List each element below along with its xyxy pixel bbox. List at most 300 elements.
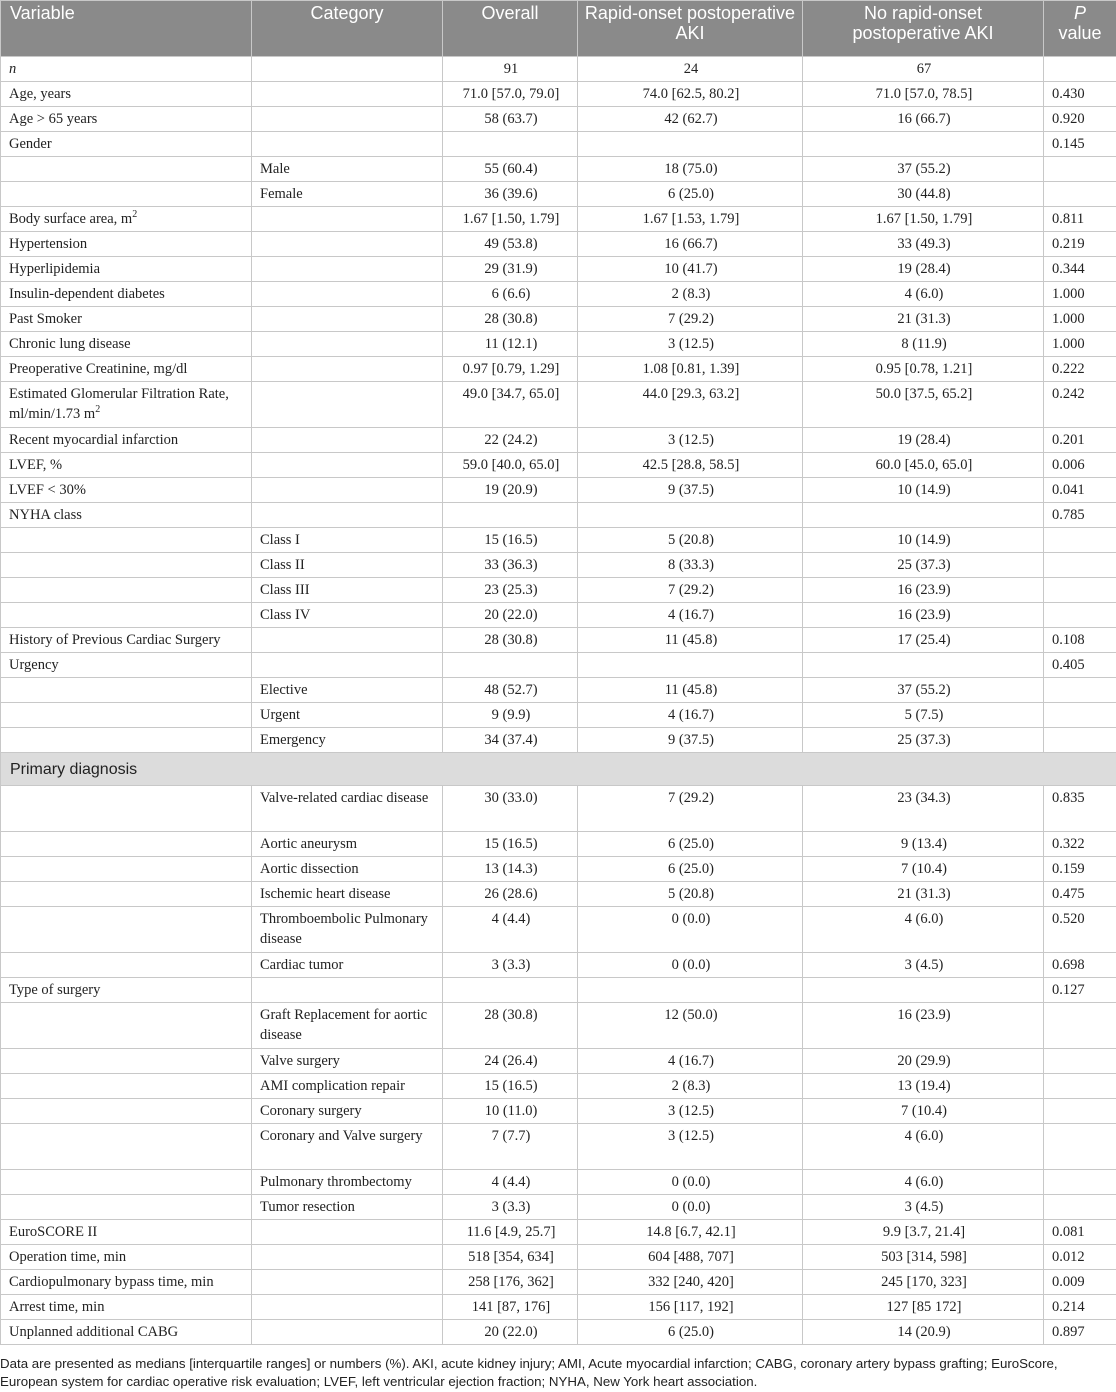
no-rapid-onset-cell-text: 16 (66.7): [897, 111, 951, 127]
rapid-onset-cell-text: 2 (8.3): [671, 286, 711, 302]
no-rapid-onset-cell: [803, 1220, 1044, 1245]
table-row: [1, 1270, 1116, 1295]
p-value-cell: [1044, 882, 1116, 907]
p-value-cell: [1044, 428, 1116, 453]
no-rapid-onset-cell: [803, 332, 1044, 357]
overall-cell-text: 258 [176, 362]: [468, 1274, 554, 1290]
p-value-cell: [1044, 1270, 1116, 1295]
p-value-cell: [1044, 232, 1116, 257]
no-rapid-onset-cell-text: 13 (19.4): [897, 1078, 951, 1094]
no-rapid-onset-cell-text: 503 [314, 598]: [881, 1249, 967, 1265]
p-value-cell-text: 0.698: [1052, 957, 1085, 973]
table-row: [1, 157, 1116, 182]
rapid-onset-cell-text: 3 (12.5): [668, 1103, 714, 1119]
rapid-onset-cell-text: 7 (29.2): [668, 790, 714, 806]
no-rapid-onset-cell: [803, 107, 1044, 132]
no-rapid-onset-cell-text: 37 (55.2): [897, 161, 951, 177]
table-row: [1, 1099, 1116, 1124]
p-value-cell: [1044, 653, 1116, 678]
p-value-cell-text: 0.430: [1052, 86, 1085, 102]
overall-cell: [443, 107, 578, 132]
p-value-cell-text: 1.000: [1052, 336, 1085, 352]
overall-cell-text: 71.0 [57.0, 79.0]: [462, 86, 560, 102]
table-row: [1, 503, 1116, 528]
no-rapid-onset-cell-text: 21 (31.3): [897, 311, 951, 327]
table-row: [1, 1003, 1116, 1049]
overall-cell-text: 10 (11.0): [484, 1103, 538, 1119]
rapid-onset-cell-text: 10 (41.7): [664, 261, 718, 277]
rapid-onset-cell: [578, 832, 803, 857]
overall-cell-text: 28 (30.8): [484, 311, 538, 327]
variable-cell-text: Arrest time, min: [9, 1299, 105, 1315]
category-cell: [252, 1195, 443, 1220]
variable-cell: [1, 453, 252, 478]
overall-cell: [443, 857, 578, 882]
no-rapid-onset-cell: [803, 703, 1044, 728]
category-cell-text: Thromboembolic Pulmonary disease: [260, 911, 428, 947]
overall-cell: [443, 678, 578, 703]
category-cell: [252, 1074, 443, 1099]
category-cell-text: Aortic dissection: [260, 861, 359, 877]
no-rapid-onset-cell: [803, 453, 1044, 478]
overall-cell: [443, 1049, 578, 1074]
rapid-onset-cell-text: 3 (12.5): [668, 432, 714, 448]
table-row: [1, 978, 1116, 1003]
category-cell-text: Aortic aneurysm: [260, 836, 358, 852]
overall-cell-text: 26 (28.6): [484, 886, 538, 902]
variable-cell: [1, 578, 252, 603]
p-value-cell: [1044, 1195, 1116, 1220]
rapid-onset-cell: [578, 257, 803, 282]
rapid-onset-cell-text: 16 (66.7): [664, 236, 718, 252]
table-row: [1, 1220, 1116, 1245]
no-rapid-onset-cell-text: 16 (23.9): [897, 582, 951, 598]
table-row: [1, 232, 1116, 257]
rapid-onset-cell: [578, 953, 803, 978]
overall-cell-text: 4 (4.4): [491, 911, 531, 927]
no-rapid-onset-cell-text: 7 (10.4): [901, 1103, 947, 1119]
overall-cell-text: 33 (36.3): [484, 557, 538, 573]
variable-cell: [1, 1220, 252, 1245]
variable-cell-text: Hypertension: [9, 236, 88, 252]
overall-cell: [443, 907, 578, 953]
header-p-value: [1044, 1, 1116, 57]
overall-cell: [443, 282, 578, 307]
rapid-onset-cell: [578, 332, 803, 357]
p-value-cell: [1044, 503, 1116, 528]
table-row: [1, 1049, 1116, 1074]
rapid-onset-cell: [578, 57, 803, 82]
category-cell-text: Tumor resection: [260, 1199, 355, 1215]
p-value-cell: [1044, 553, 1116, 578]
variable-cell-text: LVEF, %: [9, 457, 63, 473]
category-cell-text: Emergency: [260, 732, 326, 748]
no-rapid-onset-cell: [803, 307, 1044, 332]
category-cell: [252, 1099, 443, 1124]
rapid-onset-cell-text: 0 (0.0): [671, 911, 711, 927]
no-rapid-onset-cell-text: 3 (4.5): [904, 957, 944, 973]
rapid-onset-cell: [578, 1170, 803, 1195]
section-title: Primary diagnosis: [1, 753, 1116, 786]
overall-cell: [443, 182, 578, 207]
variable-cell-text: Chronic lung disease: [9, 336, 131, 352]
overall-cell: [443, 653, 578, 678]
category-cell: [252, 453, 443, 478]
variable-cell: [1, 357, 252, 382]
category-cell: [252, 553, 443, 578]
variable-cell-text: Urgency: [9, 657, 59, 673]
rapid-onset-cell: [578, 1320, 803, 1345]
category-cell: [252, 428, 443, 453]
variable-cell: [1, 182, 252, 207]
p-value-cell: [1044, 1170, 1116, 1195]
p-value-cell-text: 0.897: [1052, 1324, 1085, 1340]
rapid-onset-cell: [578, 357, 803, 382]
p-value-cell: [1044, 578, 1116, 603]
p-value-cell: [1044, 453, 1116, 478]
rapid-onset-cell-text: 4 (16.7): [668, 1053, 714, 1069]
p-value-cell-text: 0.344: [1052, 261, 1085, 277]
rapid-onset-cell: [578, 1195, 803, 1220]
variable-cell-text: Age > 65 years: [9, 111, 98, 127]
rapid-onset-cell: [578, 703, 803, 728]
variable-cell-text: Hyperlipidemia: [9, 261, 101, 277]
table-row: [1, 357, 1116, 382]
table-row: [1, 478, 1116, 503]
rapid-onset-cell: [578, 1003, 803, 1049]
overall-cell: [443, 882, 578, 907]
no-rapid-onset-cell: [803, 553, 1044, 578]
overall-cell-text: 6 (6.6): [491, 286, 531, 302]
no-rapid-onset-cell: [803, 1099, 1044, 1124]
p-value-cell-text: 0.159: [1052, 861, 1085, 877]
overall-cell-text: 28 (30.8): [484, 632, 538, 648]
rapid-onset-cell: [578, 978, 803, 1003]
table-row: [1, 786, 1116, 832]
variable-cell: [1, 1124, 252, 1170]
p-value-cell-text: 0.811: [1052, 211, 1085, 227]
overall-cell-text: 23 (25.3): [484, 582, 538, 598]
table-row: [1, 653, 1116, 678]
p-value-cell: [1044, 157, 1116, 182]
p-value-cell: [1044, 857, 1116, 882]
variable-cell-text: Age, years: [9, 86, 72, 102]
rapid-onset-cell: [578, 603, 803, 628]
no-rapid-onset-cell: [803, 57, 1044, 82]
overall-cell-text: 9 (9.9): [491, 707, 531, 723]
no-rapid-onset-cell-text: 1.67 [1.50, 1.79]: [875, 211, 973, 227]
p-value-cell: [1044, 628, 1116, 653]
variable-cell: [1, 1245, 252, 1270]
variable-cell-text: NYHA class: [9, 507, 82, 523]
p-value-cell-text: 0.145: [1052, 136, 1085, 152]
rapid-onset-cell-text: 1.08 [0.81, 1.39]: [642, 361, 740, 377]
table-footnote: Data are presented as medians [interquartile ranges] or numbers (%). AKI, acute kidney injury; AMI, Acute myocardial infarction; CABG, coronary artery bypass grafting; EuroScore, European system for cardiac operative risk evaluation; LVEF, left ventricular ejection fraction; NYHA, New York heart association.: [0, 1356, 1058, 1389]
rapid-onset-cell: [578, 1295, 803, 1320]
rapid-onset-cell: [578, 653, 803, 678]
rapid-onset-cell: [578, 232, 803, 257]
category-cell: [252, 786, 443, 832]
no-rapid-onset-cell-text: 33 (49.3): [897, 236, 951, 252]
p-value-cell: [1044, 107, 1116, 132]
category-cell: [252, 603, 443, 628]
p-value-cell: [1044, 1320, 1116, 1345]
variable-cell-text: Cardiopulmonary bypass time, min: [9, 1274, 214, 1290]
table-row: [1, 678, 1116, 703]
overall-cell-text: 11.6 [4.9, 25.7]: [466, 1224, 556, 1240]
category-cell-text: Graft Replacement for aortic disease: [260, 1007, 428, 1043]
header-p-word: value: [1058, 23, 1102, 43]
p-value-cell: [1044, 603, 1116, 628]
category-cell: [252, 728, 443, 753]
no-rapid-onset-cell: [803, 382, 1044, 428]
category-cell: [252, 1170, 443, 1195]
overall-cell: [443, 1170, 578, 1195]
no-rapid-onset-cell-text: 71.0 [57.0, 78.5]: [875, 86, 973, 102]
rapid-onset-cell-text: 0 (0.0): [671, 1199, 711, 1215]
variable-cell: [1, 553, 252, 578]
category-cell: [252, 907, 443, 953]
table-row: [1, 953, 1116, 978]
no-rapid-onset-cell: [803, 628, 1044, 653]
category-cell: [252, 157, 443, 182]
rapid-onset-cell-text: 0 (0.0): [671, 957, 711, 973]
overall-cell-text: 4 (4.4): [491, 1174, 531, 1190]
overall-cell: [443, 157, 578, 182]
no-rapid-onset-cell: [803, 1195, 1044, 1220]
overall-cell-text: 15 (16.5): [484, 1078, 538, 1094]
variable-cell-text: Preoperative Creatinine, mg/dl: [9, 361, 188, 377]
header-overall: Overall: [443, 1, 578, 57]
category-cell: [252, 953, 443, 978]
p-value-cell: [1044, 282, 1116, 307]
variable-cell: [1, 1003, 252, 1049]
no-rapid-onset-cell: [803, 282, 1044, 307]
table-row: [1, 282, 1116, 307]
no-rapid-onset-cell-text: 10 (14.9): [897, 532, 951, 548]
overall-cell: [443, 703, 578, 728]
category-cell-text: Valve surgery: [260, 1053, 340, 1069]
no-rapid-onset-cell: [803, 503, 1044, 528]
rapid-onset-cell: [578, 907, 803, 953]
overall-cell: [443, 1124, 578, 1170]
overall-cell: [443, 953, 578, 978]
category-cell: [252, 1320, 443, 1345]
rapid-onset-cell: [578, 678, 803, 703]
category-cell: [252, 57, 443, 82]
variable-cell: [1, 528, 252, 553]
variable-cell: [1, 1074, 252, 1099]
p-value-cell: [1044, 1245, 1116, 1270]
table-row: [1, 107, 1116, 132]
overall-cell: [443, 1245, 578, 1270]
no-rapid-onset-cell: [803, 882, 1044, 907]
no-rapid-onset-cell-text: 0.95 [0.78, 1.21]: [875, 361, 973, 377]
table-row: [1, 528, 1116, 553]
p-value-cell-text: 0.520: [1052, 911, 1085, 927]
p-value-cell-text: 0.012: [1052, 1249, 1085, 1265]
p-value-cell: [1044, 1124, 1116, 1170]
overall-cell: [443, 978, 578, 1003]
no-rapid-onset-cell: [803, 678, 1044, 703]
table-body: [1, 57, 1116, 1345]
overall-cell-text: 49.0 [34.7, 65.0]: [462, 386, 560, 402]
rapid-onset-cell-text: 3 (12.5): [668, 1128, 714, 1144]
variable-cell-text: EuroSCORE II: [9, 1224, 98, 1240]
table-row: [1, 857, 1116, 882]
rapid-onset-cell-text: 6 (25.0): [668, 186, 714, 202]
category-cell-text: Coronary and Valve surgery: [260, 1128, 423, 1144]
p-value-cell-text: 1.000: [1052, 286, 1085, 302]
category-cell: [252, 1220, 443, 1245]
p-value-cell: [1044, 1049, 1116, 1074]
overall-cell-text: 36 (39.6): [484, 186, 538, 202]
variable-cell-text: n: [9, 61, 17, 77]
no-rapid-onset-cell-text: 245 [170, 323]: [881, 1274, 967, 1290]
category-cell: [252, 207, 443, 232]
variable-cell: [1, 282, 252, 307]
variable-cell: [1, 132, 252, 157]
table-row: [1, 628, 1116, 653]
variable-cell-text: History of Previous Cardiac Surgery: [9, 632, 221, 648]
no-rapid-onset-cell-text: 19 (28.4): [897, 432, 951, 448]
table-row: [1, 703, 1116, 728]
overall-cell-text: 58 (63.7): [484, 111, 538, 127]
rapid-onset-cell: [578, 1074, 803, 1099]
category-cell: [252, 232, 443, 257]
p-value-cell-text: 1.000: [1052, 311, 1085, 327]
no-rapid-onset-cell-text: 21 (31.3): [897, 886, 951, 902]
no-rapid-onset-cell-text: 3 (4.5): [904, 1199, 944, 1215]
variable-cell-text: Estimated Glomerular Filtration Rate, ml/min/1.73 m: [9, 386, 229, 422]
variable-cell-text: Past Smoker: [9, 311, 82, 327]
no-rapid-onset-cell: [803, 257, 1044, 282]
overall-cell-text: 20 (22.0): [484, 607, 538, 623]
rapid-onset-cell: [578, 728, 803, 753]
variable-cell: [1, 382, 252, 428]
superscript: 2: [95, 404, 101, 416]
variable-cell: [1, 307, 252, 332]
table-row: [1, 1320, 1116, 1345]
variable-cell: [1, 232, 252, 257]
rapid-onset-cell-text: 2 (8.3): [671, 1078, 711, 1094]
no-rapid-onset-cell: [803, 1170, 1044, 1195]
no-rapid-onset-cell: [803, 907, 1044, 953]
no-rapid-onset-cell: [803, 232, 1044, 257]
rapid-onset-cell: [578, 882, 803, 907]
overall-cell: [443, 603, 578, 628]
table-row: [1, 882, 1116, 907]
overall-cell-text: 7 (7.7): [491, 1128, 531, 1144]
rapid-onset-cell: [578, 132, 803, 157]
rapid-onset-cell: [578, 528, 803, 553]
variable-cell: [1, 728, 252, 753]
no-rapid-onset-cell: [803, 528, 1044, 553]
no-rapid-onset-cell-text: 19 (28.4): [897, 261, 951, 277]
variable-cell: [1, 503, 252, 528]
rapid-onset-cell-text: 6 (25.0): [668, 1324, 714, 1340]
rapid-onset-cell: [578, 453, 803, 478]
table-row: [1, 82, 1116, 107]
no-rapid-onset-cell-text: 7 (10.4): [901, 861, 947, 877]
overall-cell: [443, 207, 578, 232]
header-variable: Variable: [1, 1, 252, 57]
table-row: [1, 603, 1116, 628]
no-rapid-onset-cell: [803, 182, 1044, 207]
category-cell-text: Cardiac tumor: [260, 957, 344, 973]
variable-cell: [1, 57, 252, 82]
overall-cell-text: 141 [87, 176]: [471, 1299, 551, 1315]
rapid-onset-cell-text: 74.0 [62.5, 80.2]: [642, 86, 740, 102]
no-rapid-onset-cell-text: 25 (37.3): [897, 557, 951, 573]
p-value-cell-text: 0.081: [1052, 1224, 1085, 1240]
rapid-onset-cell: [578, 503, 803, 528]
p-value-cell: [1044, 82, 1116, 107]
no-rapid-onset-cell-text: 127 [85 172]: [886, 1299, 962, 1315]
rapid-onset-cell-text: 0 (0.0): [671, 1174, 711, 1190]
p-value-cell: [1044, 1099, 1116, 1124]
rapid-onset-cell-text: 7 (29.2): [668, 311, 714, 327]
rapid-onset-cell-text: 18 (75.0): [664, 161, 718, 177]
no-rapid-onset-cell-text: 23 (34.3): [897, 790, 951, 806]
category-cell-text: Class II: [260, 557, 305, 573]
category-cell: [252, 528, 443, 553]
rapid-onset-cell: [578, 107, 803, 132]
header-p-letter: P: [1073, 3, 1086, 23]
table-row: [1, 1195, 1116, 1220]
no-rapid-onset-cell-text: 9 (13.4): [901, 836, 947, 852]
overall-cell-text: 13 (14.3): [484, 861, 538, 877]
no-rapid-onset-cell-text: 4 (6.0): [904, 911, 944, 927]
p-value-cell-text: 0.222: [1052, 361, 1085, 377]
category-cell: [252, 578, 443, 603]
category-cell: [252, 678, 443, 703]
overall-cell-text: 59.0 [40.0, 65.0]: [462, 457, 560, 473]
p-value-cell: [1044, 978, 1116, 1003]
rapid-onset-cell-text: 156 [117, 192]: [648, 1299, 734, 1315]
no-rapid-onset-cell-text: 4 (6.0): [904, 286, 944, 302]
p-value-cell: [1044, 332, 1116, 357]
overall-cell: [443, 528, 578, 553]
table-row: [1, 1074, 1116, 1099]
p-value-cell-text: 0.835: [1052, 790, 1085, 806]
category-cell: [252, 857, 443, 882]
category-cell: [252, 307, 443, 332]
no-rapid-onset-cell-text: 37 (55.2): [897, 682, 951, 698]
rapid-onset-cell-text: 6 (25.0): [668, 836, 714, 852]
rapid-onset-cell: [578, 857, 803, 882]
no-rapid-onset-cell: [803, 1049, 1044, 1074]
p-value-cell: [1044, 478, 1116, 503]
rapid-onset-cell: [578, 207, 803, 232]
category-cell: [252, 282, 443, 307]
no-rapid-onset-cell: [803, 578, 1044, 603]
variable-cell: [1, 478, 252, 503]
rapid-onset-cell-text: 14.8 [6.7, 42.1]: [646, 1224, 736, 1240]
category-cell: [252, 628, 443, 653]
table-row: [1, 553, 1116, 578]
superscript: 2: [132, 209, 138, 221]
no-rapid-onset-cell: [803, 1295, 1044, 1320]
overall-cell: [443, 1074, 578, 1099]
overall-cell-text: 22 (24.2): [484, 432, 538, 448]
variable-cell: [1, 832, 252, 857]
rapid-onset-cell-text: 9 (37.5): [668, 732, 714, 748]
no-rapid-onset-cell: [803, 357, 1044, 382]
overall-cell: [443, 478, 578, 503]
no-rapid-onset-cell-text: 4 (6.0): [904, 1174, 944, 1190]
table-row: [1, 57, 1116, 82]
